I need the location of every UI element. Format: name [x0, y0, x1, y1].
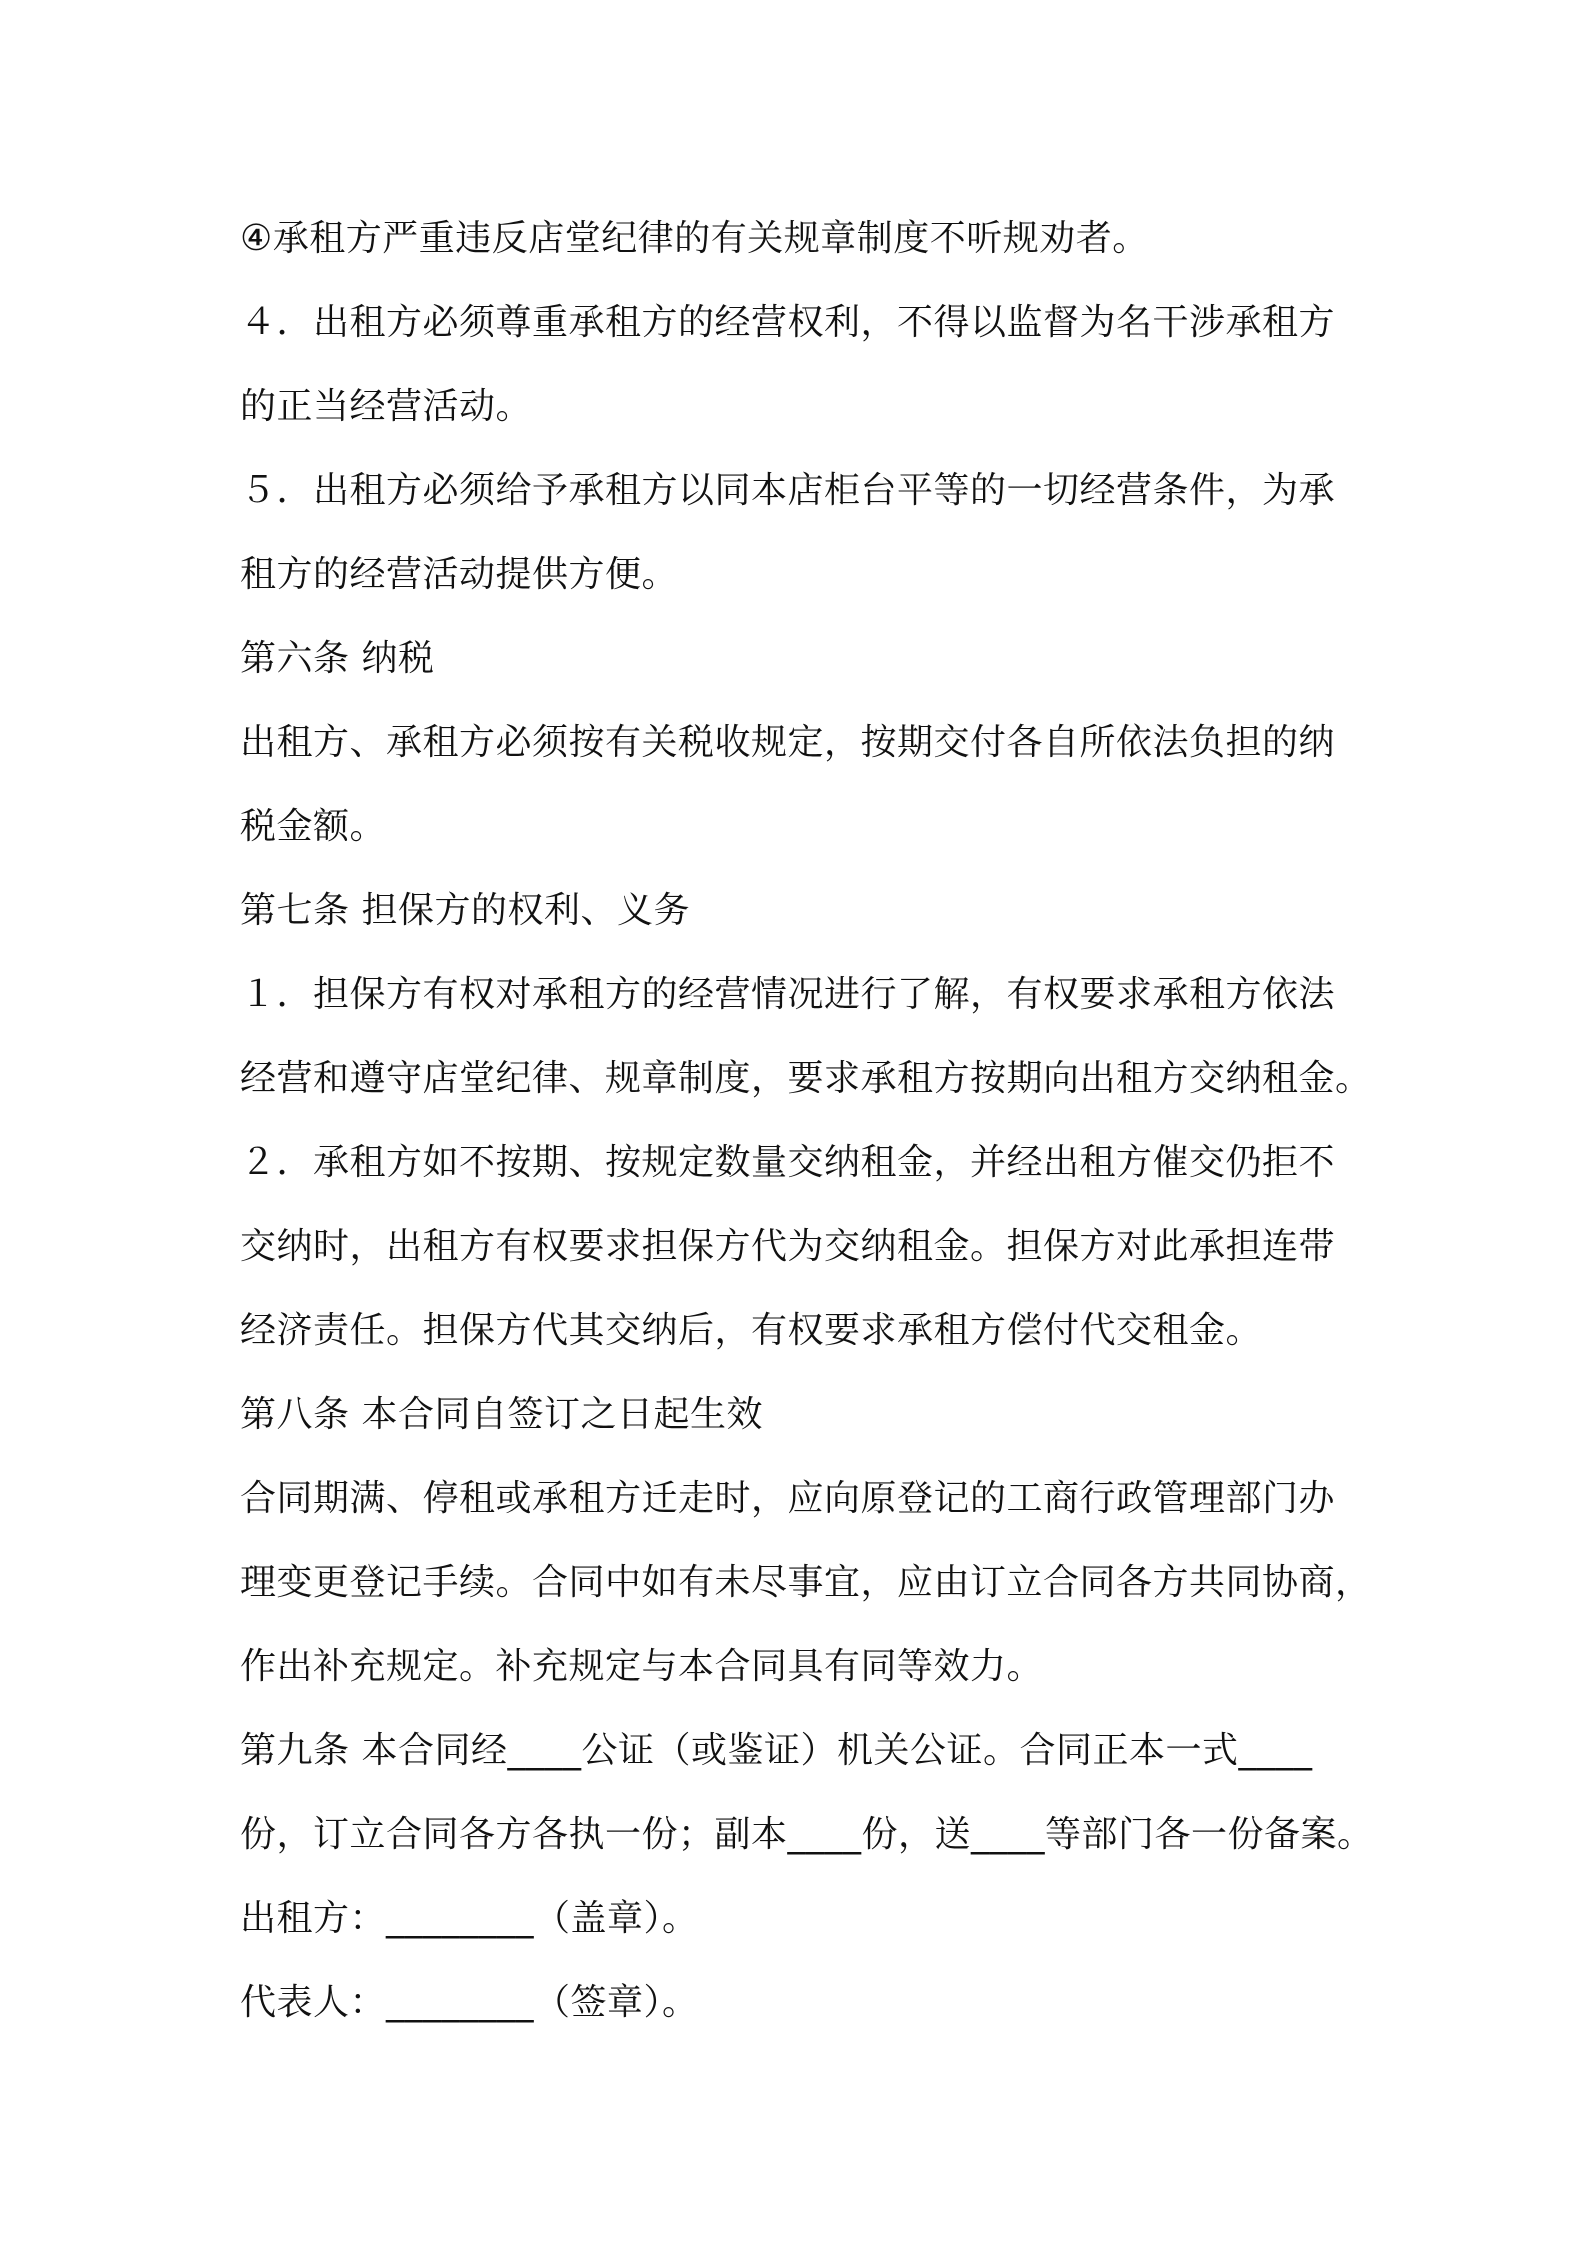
- contract-text: [240, 197, 1374, 2045]
- article-7-heading: 第七条 担保方的权利、义务: [240, 890, 690, 931]
- article-8-line-1: 合同期满、停租或承租方迁走时，应向原登记的工商行政管理部门办: [240, 1478, 1336, 1519]
- article-8-line-2: 理变更登记手续。合同中如有未尽事宜，应由订立合同各方共同协商，: [240, 1562, 1372, 1603]
- clause-4-item-4: ④承租方严重违反店堂纪律的有关规章制度不听规劝者。: [240, 218, 1149, 259]
- article-7-item-2-line-2: 交纳时，出租方有权要求担保方代为交纳租金。担保方对此承担连带: [240, 1226, 1336, 1267]
- article-9-line-1: 第九条 本合同经____公证（或鉴证）机关公证。合同正本一式____: [240, 1730, 1313, 1771]
- article-6-line-2: 税金额。: [240, 806, 387, 847]
- article-6-line-1: 出租方、承租方必须按有关税收规定，按期交付各自所依法负担的纳: [240, 722, 1336, 763]
- article-7-item-1-line-1: １．担保方有权对承租方的经营情况进行了解，有权要求承租方依法: [240, 974, 1336, 1015]
- article-7-item-2-line-1: ２．承租方如不按期、按规定数量交纳租金，并经出租方催交仍拒不: [240, 1142, 1336, 1183]
- article-9-line-2: 份，订立合同各方各执一份；副本____份，送____等部门各一份备案。: [240, 1814, 1374, 1855]
- article-8-heading: 第八条 本合同自签订之日起生效: [240, 1394, 763, 1435]
- article-8-line-3: 作出补充规定。补充规定与本合同具有同等效力。: [240, 1646, 1044, 1687]
- clause-item-4-line-1: ４．出租方必须尊重承租方的经营权利，不得以监督为名干涉承租方: [240, 302, 1336, 343]
- representative-signature-line: 代表人：________（签章）。: [240, 1982, 699, 2023]
- clause-item-5-line-1: ５．出租方必须给予承租方以同本店柜台平等的一切经营条件，为承: [240, 470, 1336, 511]
- article-7-item-2-line-3: 经济责任。担保方代其交纳后，有权要求承租方偿付代交租金。: [240, 1310, 1263, 1351]
- lessor-signature-line: 出租方：________（盖章）。: [240, 1898, 699, 1939]
- article-7-item-1-line-2: 经营和遵守店堂纪律、规章制度，要求承租方按期向出租方交纳租金。: [240, 1058, 1372, 1099]
- article-6-heading: 第六条 纳税: [240, 638, 435, 679]
- clause-item-5-line-2: 租方的经营活动提供方便。: [240, 554, 679, 595]
- clause-item-4-line-2: 的正当经营活动。: [240, 386, 533, 427]
